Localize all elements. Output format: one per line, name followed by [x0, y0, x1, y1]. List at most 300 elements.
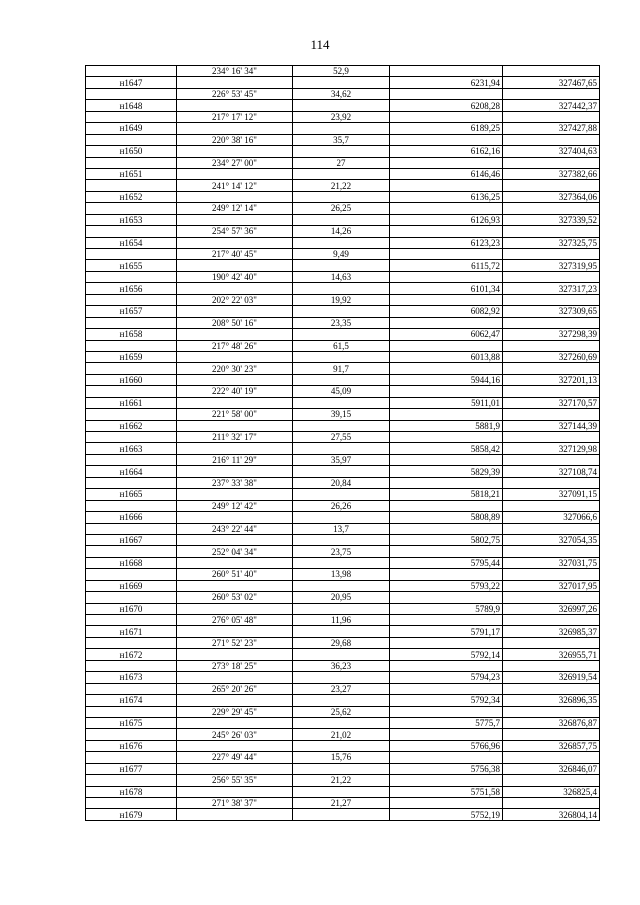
angle-cell: 208° 50' 16" — [177, 317, 293, 328]
angle-cell — [177, 100, 293, 111]
x-coordinate-cell — [390, 271, 503, 282]
point-cell — [86, 454, 177, 465]
y-coordinate-cell — [503, 66, 600, 77]
angle-cell: 211° 32' 17" — [177, 432, 293, 443]
y-coordinate-cell — [503, 752, 600, 763]
distance-cell: 11,96 — [293, 615, 390, 626]
x-coordinate-cell — [390, 203, 503, 214]
x-coordinate-cell: 5756,38 — [390, 763, 503, 774]
y-coordinate-cell: 327298,39 — [503, 329, 600, 340]
angle-cell — [177, 237, 293, 248]
y-coordinate-cell — [503, 363, 600, 374]
angle-cell — [177, 763, 293, 774]
point-cell: н1671 — [86, 626, 177, 637]
point-cell: н1650 — [86, 146, 177, 157]
table-row — [86, 420, 600, 431]
x-coordinate-cell: 6062,47 — [390, 329, 503, 340]
y-coordinate-cell: 327201,13 — [503, 374, 600, 385]
y-coordinate-cell — [503, 157, 600, 168]
distance-cell — [293, 283, 390, 294]
x-coordinate-cell — [390, 454, 503, 465]
table-row — [86, 226, 600, 237]
point-cell — [86, 683, 177, 694]
x-coordinate-cell: 5911,01 — [390, 397, 503, 408]
y-coordinate-cell: 327364,06 — [503, 191, 600, 202]
point-cell: н1664 — [86, 466, 177, 477]
point-cell — [86, 592, 177, 603]
distance-cell: 21,22 — [293, 180, 390, 191]
point-cell: н1647 — [86, 77, 177, 88]
x-coordinate-cell: 5808,89 — [390, 512, 503, 523]
y-coordinate-cell: 326896,35 — [503, 695, 600, 706]
table-row — [86, 191, 600, 202]
distance-cell — [293, 717, 390, 728]
angle-cell — [177, 420, 293, 431]
distance-cell: 45,09 — [293, 386, 390, 397]
angle-cell — [177, 626, 293, 637]
point-cell: н1660 — [86, 374, 177, 385]
distance-cell — [293, 512, 390, 523]
x-coordinate-cell — [390, 706, 503, 717]
table-row — [86, 283, 600, 294]
distance-cell: 14,26 — [293, 226, 390, 237]
y-coordinate-cell — [503, 706, 600, 717]
y-coordinate-cell — [503, 432, 600, 443]
point-cell: н1678 — [86, 786, 177, 797]
x-coordinate-cell: 6146,46 — [390, 168, 503, 179]
table-row — [86, 672, 600, 683]
angle-cell: 190° 42' 40" — [177, 271, 293, 282]
x-coordinate-cell: 5944,16 — [390, 374, 503, 385]
angle-cell: 252° 04' 34" — [177, 546, 293, 557]
y-coordinate-cell — [503, 294, 600, 305]
angle-cell: 265° 20' 26" — [177, 683, 293, 694]
point-cell — [86, 363, 177, 374]
angle-cell — [177, 443, 293, 454]
angle-cell: 221° 58' 00" — [177, 409, 293, 420]
distance-cell: 39,15 — [293, 409, 390, 420]
table-row — [86, 180, 600, 191]
distance-cell — [293, 146, 390, 157]
y-coordinate-cell: 326857,75 — [503, 740, 600, 751]
table-row — [86, 466, 600, 477]
table-row — [86, 454, 600, 465]
y-coordinate-cell: 327144,39 — [503, 420, 600, 431]
distance-cell: 19,92 — [293, 294, 390, 305]
table-row — [86, 214, 600, 225]
y-coordinate-cell: 327319,95 — [503, 260, 600, 271]
point-cell — [86, 271, 177, 282]
x-coordinate-cell — [390, 775, 503, 786]
distance-cell: 20,95 — [293, 592, 390, 603]
y-coordinate-cell: 326985,37 — [503, 626, 600, 637]
table-row — [86, 649, 600, 660]
y-coordinate-cell — [503, 500, 600, 511]
point-cell — [86, 660, 177, 671]
y-coordinate-cell: 326804,14 — [503, 809, 600, 820]
distance-cell: 25,62 — [293, 706, 390, 717]
angle-cell: 271° 38' 37" — [177, 798, 293, 809]
distance-cell — [293, 534, 390, 545]
y-coordinate-cell: 327467,65 — [503, 77, 600, 88]
distance-cell: 23,35 — [293, 317, 390, 328]
angle-cell: 237° 33' 38" — [177, 477, 293, 488]
x-coordinate-cell — [390, 111, 503, 122]
distance-cell: 13,7 — [293, 523, 390, 534]
point-cell: н1668 — [86, 557, 177, 568]
angle-cell — [177, 557, 293, 568]
x-coordinate-cell — [390, 546, 503, 557]
distance-cell — [293, 626, 390, 637]
table-row — [86, 317, 600, 328]
point-cell — [86, 569, 177, 580]
y-coordinate-cell — [503, 729, 600, 740]
y-coordinate-cell: 327260,69 — [503, 351, 600, 362]
distance-cell: 26,26 — [293, 500, 390, 511]
x-coordinate-cell — [390, 798, 503, 809]
x-coordinate-cell: 6115,72 — [390, 260, 503, 271]
y-coordinate-cell — [503, 203, 600, 214]
point-cell — [86, 523, 177, 534]
point-cell — [86, 180, 177, 191]
x-coordinate-cell: 5789,9 — [390, 603, 503, 614]
y-coordinate-cell — [503, 134, 600, 145]
point-cell — [86, 134, 177, 145]
table-row — [86, 88, 600, 99]
x-coordinate-cell — [390, 752, 503, 763]
point-cell: н1666 — [86, 512, 177, 523]
table-row — [86, 512, 600, 523]
angle-cell: 216° 11' 29" — [177, 454, 293, 465]
y-coordinate-cell — [503, 615, 600, 626]
table-row — [86, 260, 600, 271]
y-coordinate-cell: 326919,54 — [503, 672, 600, 683]
point-cell — [86, 226, 177, 237]
angle-cell — [177, 695, 293, 706]
table-row — [86, 203, 600, 214]
y-coordinate-cell — [503, 798, 600, 809]
point-cell: н1657 — [86, 306, 177, 317]
distance-cell — [293, 260, 390, 271]
angle-cell — [177, 260, 293, 271]
angle-cell — [177, 717, 293, 728]
x-coordinate-cell — [390, 683, 503, 694]
angle-cell — [177, 146, 293, 157]
point-cell: н1672 — [86, 649, 177, 660]
table-row — [86, 168, 600, 179]
point-cell: н1662 — [86, 420, 177, 431]
table-row — [86, 500, 600, 511]
table-row — [86, 66, 600, 77]
x-coordinate-cell: 6013,88 — [390, 351, 503, 362]
distance-cell: 9,49 — [293, 249, 390, 260]
table-body — [86, 66, 600, 821]
x-coordinate-cell — [390, 157, 503, 168]
x-coordinate-cell: 5791,17 — [390, 626, 503, 637]
x-coordinate-cell — [390, 249, 503, 260]
distance-cell: 23,27 — [293, 683, 390, 694]
x-coordinate-cell: 5792,34 — [390, 695, 503, 706]
point-cell: н1676 — [86, 740, 177, 751]
angle-cell — [177, 77, 293, 88]
table-row — [86, 809, 600, 820]
table-row — [86, 580, 600, 591]
x-coordinate-cell: 5818,21 — [390, 489, 503, 500]
x-coordinate-cell — [390, 500, 503, 511]
table-row — [86, 443, 600, 454]
point-cell: н1651 — [86, 168, 177, 179]
angle-cell: 256° 55' 35" — [177, 775, 293, 786]
distance-cell — [293, 672, 390, 683]
x-coordinate-cell: 5752,19 — [390, 809, 503, 820]
distance-cell: 35,97 — [293, 454, 390, 465]
distance-cell: 29,68 — [293, 637, 390, 648]
distance-cell: 27 — [293, 157, 390, 168]
angle-cell — [177, 374, 293, 385]
x-coordinate-cell — [390, 386, 503, 397]
table-row — [86, 306, 600, 317]
distance-cell: 21,22 — [293, 775, 390, 786]
y-coordinate-cell — [503, 88, 600, 99]
x-coordinate-cell: 5766,96 — [390, 740, 503, 751]
y-coordinate-cell — [503, 226, 600, 237]
x-coordinate-cell — [390, 88, 503, 99]
distance-cell: 91,7 — [293, 363, 390, 374]
x-coordinate-cell: 6136,25 — [390, 191, 503, 202]
y-coordinate-cell: 327031,75 — [503, 557, 600, 568]
point-cell — [86, 203, 177, 214]
distance-cell: 20,84 — [293, 477, 390, 488]
table-row — [86, 798, 600, 809]
y-coordinate-cell: 326997,26 — [503, 603, 600, 614]
point-cell — [86, 637, 177, 648]
y-coordinate-cell: 327054,35 — [503, 534, 600, 545]
angle-cell — [177, 123, 293, 134]
x-coordinate-cell: 6126,93 — [390, 214, 503, 225]
distance-cell — [293, 786, 390, 797]
distance-cell: 61,5 — [293, 340, 390, 351]
table-row — [86, 329, 600, 340]
point-cell — [86, 409, 177, 420]
table-row — [86, 409, 600, 420]
angle-cell: 260° 51' 40" — [177, 569, 293, 580]
distance-cell — [293, 809, 390, 820]
y-coordinate-cell — [503, 317, 600, 328]
angle-cell — [177, 603, 293, 614]
x-coordinate-cell: 6082,92 — [390, 306, 503, 317]
angle-cell — [177, 786, 293, 797]
x-coordinate-cell: 6162,16 — [390, 146, 503, 157]
point-cell: н1677 — [86, 763, 177, 774]
table-row — [86, 111, 600, 122]
distance-cell — [293, 397, 390, 408]
angle-cell: 220° 30' 23" — [177, 363, 293, 374]
distance-cell — [293, 603, 390, 614]
angle-cell: 241° 14' 12" — [177, 180, 293, 191]
y-coordinate-cell: 327129,98 — [503, 443, 600, 454]
y-coordinate-cell: 327017,95 — [503, 580, 600, 591]
distance-cell — [293, 443, 390, 454]
angle-cell: 227° 49' 44" — [177, 752, 293, 763]
x-coordinate-cell — [390, 477, 503, 488]
distance-cell — [293, 557, 390, 568]
y-coordinate-cell — [503, 454, 600, 465]
point-cell: н1658 — [86, 329, 177, 340]
point-cell — [86, 477, 177, 488]
angle-cell — [177, 306, 293, 317]
point-cell: н1674 — [86, 695, 177, 706]
table-row — [86, 569, 600, 580]
point-cell: н1667 — [86, 534, 177, 545]
point-cell — [86, 66, 177, 77]
y-coordinate-cell: 327309,65 — [503, 306, 600, 317]
point-cell: н1648 — [86, 100, 177, 111]
angle-cell — [177, 351, 293, 362]
table-row — [86, 752, 600, 763]
x-coordinate-cell — [390, 637, 503, 648]
distance-cell: 35,7 — [293, 134, 390, 145]
distance-cell — [293, 420, 390, 431]
angle-cell: 260° 53' 02" — [177, 592, 293, 603]
table-row — [86, 523, 600, 534]
distance-cell — [293, 374, 390, 385]
table-row — [86, 397, 600, 408]
table-row — [86, 432, 600, 443]
distance-cell — [293, 306, 390, 317]
table-row — [86, 637, 600, 648]
y-coordinate-cell: 326825,4 — [503, 786, 600, 797]
y-coordinate-cell: 327317,23 — [503, 283, 600, 294]
angle-cell: 226° 53' 45" — [177, 88, 293, 99]
angle-cell — [177, 740, 293, 751]
angle-cell: 202° 22' 03" — [177, 294, 293, 305]
table-row — [86, 489, 600, 500]
x-coordinate-cell: 6123,23 — [390, 237, 503, 248]
y-coordinate-cell — [503, 477, 600, 488]
distance-cell: 34,62 — [293, 88, 390, 99]
angle-cell: 245° 26' 03" — [177, 729, 293, 740]
table-row — [86, 763, 600, 774]
point-cell: н1663 — [86, 443, 177, 454]
angle-cell: 217° 17' 12" — [177, 111, 293, 122]
table-row — [86, 157, 600, 168]
y-coordinate-cell: 326955,71 — [503, 649, 600, 660]
distance-cell: 27,55 — [293, 432, 390, 443]
angle-cell — [177, 191, 293, 202]
y-coordinate-cell: 326876,87 — [503, 717, 600, 728]
x-coordinate-cell: 5858,42 — [390, 443, 503, 454]
page-number: 114 — [310, 37, 330, 52]
x-coordinate-cell: 5775,7 — [390, 717, 503, 728]
distance-cell — [293, 695, 390, 706]
angle-cell: 249° 12' 14" — [177, 203, 293, 214]
angle-cell: 220° 38' 16" — [177, 134, 293, 145]
table-row — [86, 534, 600, 545]
angle-cell — [177, 672, 293, 683]
table-row — [86, 237, 600, 248]
distance-cell — [293, 77, 390, 88]
y-coordinate-cell: 327427,88 — [503, 123, 600, 134]
y-coordinate-cell — [503, 775, 600, 786]
y-coordinate-cell: 327404,63 — [503, 146, 600, 157]
y-coordinate-cell: 327325,75 — [503, 237, 600, 248]
point-cell — [86, 706, 177, 717]
angle-cell: 217° 48' 26" — [177, 340, 293, 351]
distance-cell — [293, 168, 390, 179]
table-row — [86, 351, 600, 362]
point-cell — [86, 340, 177, 351]
y-coordinate-cell — [503, 340, 600, 351]
distance-cell: 21,27 — [293, 798, 390, 809]
y-coordinate-cell — [503, 386, 600, 397]
x-coordinate-cell — [390, 592, 503, 603]
point-cell — [86, 729, 177, 740]
table-row — [86, 363, 600, 374]
angle-cell — [177, 466, 293, 477]
y-coordinate-cell: 327382,66 — [503, 168, 600, 179]
point-cell: н1670 — [86, 603, 177, 614]
table-row — [86, 557, 600, 568]
y-coordinate-cell: 327066,6 — [503, 512, 600, 523]
distance-cell: 52,9 — [293, 66, 390, 77]
distance-cell: 36,23 — [293, 660, 390, 671]
point-cell — [86, 500, 177, 511]
y-coordinate-cell: 327339,52 — [503, 214, 600, 225]
y-coordinate-cell — [503, 409, 600, 420]
angle-cell: 217° 40' 45" — [177, 249, 293, 260]
x-coordinate-cell — [390, 409, 503, 420]
distance-cell — [293, 237, 390, 248]
table-row — [86, 740, 600, 751]
y-coordinate-cell: 327442,37 — [503, 100, 600, 111]
x-coordinate-cell — [390, 180, 503, 191]
y-coordinate-cell — [503, 569, 600, 580]
x-coordinate-cell: 6189,25 — [390, 123, 503, 134]
angle-cell: 243° 22' 44" — [177, 523, 293, 534]
point-cell — [86, 249, 177, 260]
point-cell — [86, 752, 177, 763]
table-row — [86, 374, 600, 385]
point-cell — [86, 432, 177, 443]
table-row — [86, 660, 600, 671]
table-row — [86, 592, 600, 603]
y-coordinate-cell — [503, 180, 600, 191]
x-coordinate-cell — [390, 432, 503, 443]
table-row — [86, 626, 600, 637]
point-cell: н1675 — [86, 717, 177, 728]
point-cell: н1654 — [86, 237, 177, 248]
table-row — [86, 77, 600, 88]
angle-cell: 271° 52' 23" — [177, 637, 293, 648]
y-coordinate-cell — [503, 546, 600, 557]
point-cell — [86, 798, 177, 809]
angle-cell — [177, 214, 293, 225]
angle-cell — [177, 649, 293, 660]
y-coordinate-cell: 327170,57 — [503, 397, 600, 408]
point-cell — [86, 317, 177, 328]
table-row — [86, 294, 600, 305]
angle-cell — [177, 580, 293, 591]
distance-cell: 14,63 — [293, 271, 390, 282]
distance-cell: 23,75 — [293, 546, 390, 557]
x-coordinate-cell: 6101,34 — [390, 283, 503, 294]
coordinates-table — [85, 65, 600, 821]
point-cell: н1655 — [86, 260, 177, 271]
x-coordinate-cell: 5793,22 — [390, 580, 503, 591]
table-row — [86, 271, 600, 282]
point-cell — [86, 615, 177, 626]
distance-cell: 15,76 — [293, 752, 390, 763]
